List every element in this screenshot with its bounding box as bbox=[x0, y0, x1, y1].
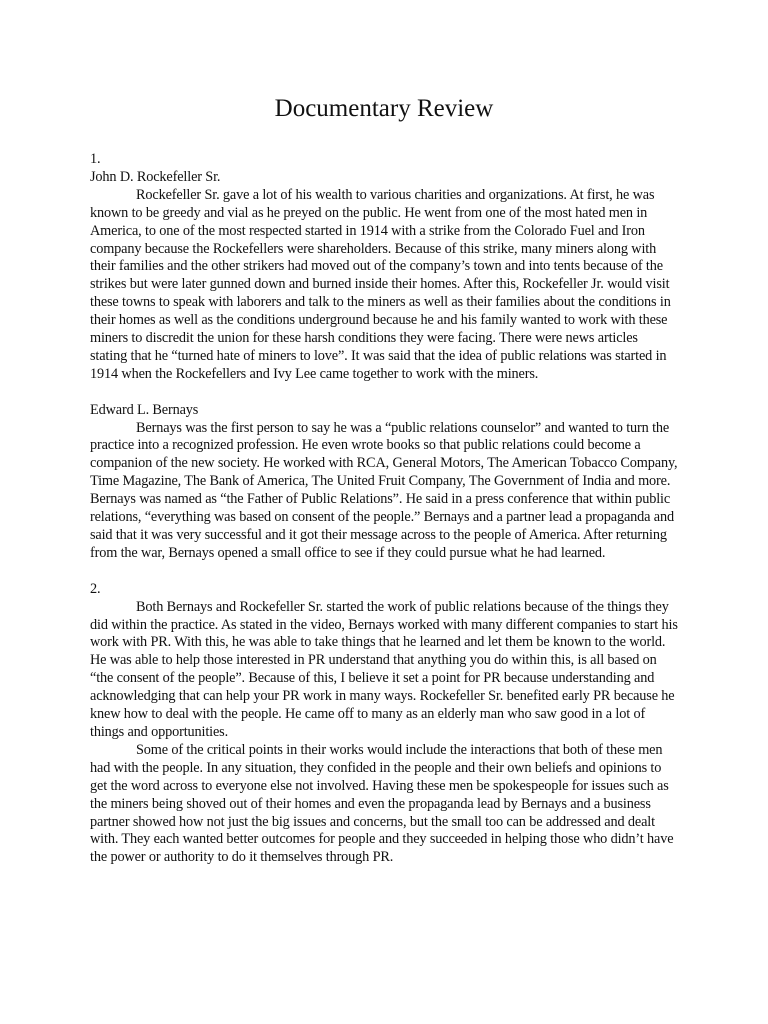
paragraph-comparison: Both Bernays and Rockefeller Sr. started the work of public relations because of the things they did within the practice. As stated in the video, Bernays worked with many different companies to start his work with PR. With this, he was able to take things that he learned and let them be known to the world. He was able to help those interested in PR understand that anything you do within this, is all based on “the consent of the people”. Because of this, I believe it set a point for PR because understanding and acknowledging that can help your PR work in many ways. Rockefeller Sr. benefited early PR because he knew how to deal with the people. He came off to many as an elderly man who saw good in a lot of things and opportunities. bbox=[90, 598, 678, 740]
heading-bernays: Edward L. Bernays bbox=[90, 401, 199, 418]
paragraph-spacer bbox=[90, 384, 678, 402]
heading-rockefeller: John D. Rockefeller Sr. bbox=[90, 168, 221, 185]
paragraph-rockefeller: Rockefeller Sr. gave a lot of his wealth to various charities and organizations. At first, he was known to be greedy and vial as he preyed on the public. He went from one of the most hated men in America, to one of the most respected started in 1914 with a strike from the Colorado Fuel and Iron company because the Rockefellers were shareholders. Because of this strike, many miners along with their families and the other strikers had moved out of the company’s town and into tents because of the strikes but were later gunned down and burned inside their homes. After this, Rockefeller Jr. would visit these towns to speak with laborers and talk to the miners as well as their families about the conditions in their homes as well as the conditions underground because he and his family wanted to work with these miners to discredit the union for these harsh conditions they were facing. There were news articles stating that he “turned hate of miners to love”. It was said that the idea of public relations was started in 1914 when the Rockefellers and Ivy Lee came together to work with the miners. bbox=[90, 186, 671, 382]
section-number-1: 1. bbox=[90, 151, 101, 167]
section-number-2: 2. bbox=[90, 580, 101, 597]
paragraph-spacer bbox=[90, 563, 678, 581]
document-title: Documentary Review bbox=[274, 95, 494, 122]
document-body bbox=[90, 151, 678, 867]
paragraph-bernays: Bernays was the first person to say he was a “public relations counselor” and wanted to turn the practice into a recognized profession. He even wrote books so that public relations could become a companion of the new society. He worked with RCA, General Motors, The American Tobacco Company, Time Magazine, The Bank of America, The United Fruit Company, The Government of India and more. Bernays was named as “the Father of Public Relations”. He said in a press conference that within public relations, “everything was based on consent of the people.” Bernays and a partner lead a propaganda and said that it was very successful and it got their message across to the people of America. After returning from the war, Bernays opened a small office to see if they could pursue what he had learned. bbox=[90, 419, 678, 561]
paragraph-critical-points: Some of the critical points in their works would include the interactions that both of these men had with the people. In any situation, they confided in the people and their own beliefs and opinions to get the word across to everyone else not involved. Having these men be spokespeople for issues such as the miners being shoved out of their homes and even the propaganda lead by Bernays and a business partner showed how not just the big issues and concerns, but the small too can be addressed and dealt with. They each wanted better outcomes for people and they succeeded in helping those who didn’t have the power or authority to do it themselves through PR. bbox=[90, 741, 674, 866]
